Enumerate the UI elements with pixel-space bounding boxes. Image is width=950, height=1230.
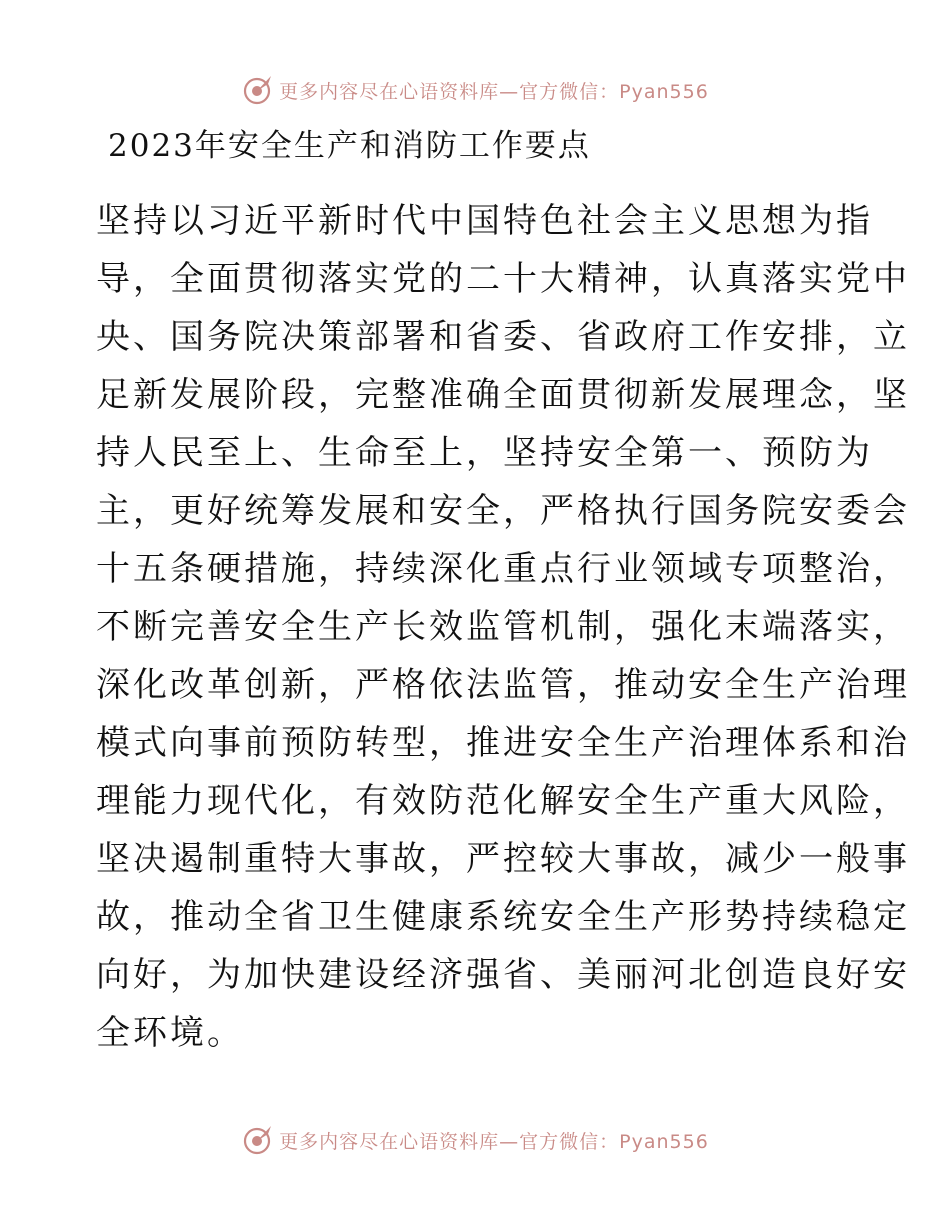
body-line: 主，更好统筹发展和安全，严格执行国务院安委会	[96, 491, 910, 531]
watermark-text: 更多内容尽在心语资料库—官方微信：Pyan556	[279, 1130, 709, 1153]
body-line: 足新发展阶段，完整准确全面贯彻新发展理念，坚	[96, 375, 910, 415]
watermark-text: 更多内容尽在心语资料库—官方微信：Pyan556	[279, 80, 709, 103]
body-line: 不断完善安全生产长效监管机制，强化末端落实，	[96, 607, 910, 647]
header-watermark	[0, 70, 950, 110]
body-line: 十五条硬措施，持续深化重点行业领域专项整治，	[96, 549, 910, 589]
body-line: 央、国务院决策部署和省委、省政府工作安排，立	[96, 317, 910, 357]
body-line: 坚持以习近平新时代中国特色社会主义思想为指	[96, 201, 873, 241]
body-line: 理能力现代化，有效防范化解安全生产重大风险，	[96, 781, 910, 821]
document-body	[96, 192, 910, 1062]
body-line: 向好，为加快建设经济强省、美丽河北创造良好安	[96, 955, 910, 995]
footer-watermark	[0, 1120, 950, 1160]
body-line: 深化改革创新，严格依法监管，推动安全生产治理	[96, 665, 910, 705]
quill-seal-icon	[241, 73, 275, 107]
quill-seal-icon	[241, 1123, 275, 1157]
document-title: 2023年安全生产和消防工作要点	[108, 128, 591, 164]
body-line: 故，推动全省卫生健康系统安全生产形势持续稳定	[96, 897, 910, 937]
body-line: 模式向事前预防转型，推进安全生产治理体系和治	[96, 723, 910, 763]
body-line: 导，全面贯彻落实党的二十大精神，认真落实党中	[96, 259, 910, 299]
body-line: 持人民至上、生命至上，坚持安全第一、预防为	[96, 433, 873, 473]
body-line: 全环境。	[96, 1013, 244, 1053]
body-line: 坚决遏制重特大事故，严控较大事故，减少一般事	[96, 839, 910, 879]
